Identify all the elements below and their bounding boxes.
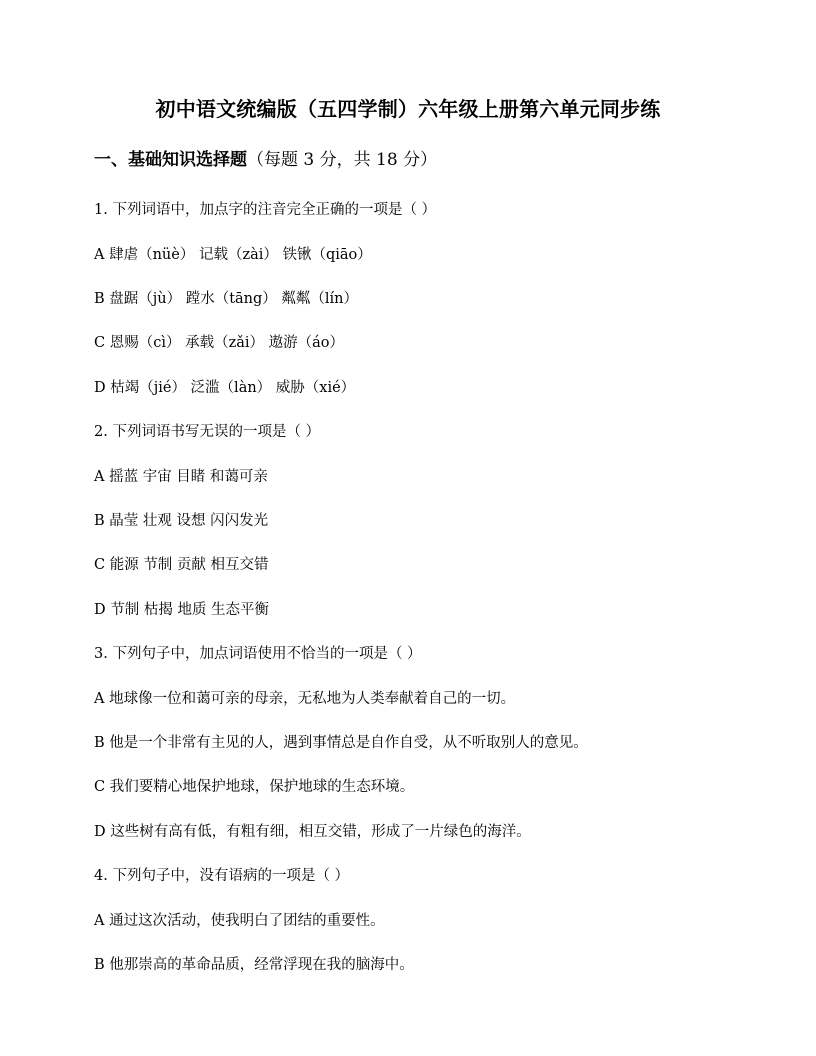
question-3-option-b: B 他是一个非常有主见的人，遇到事情总是自作自受，从不听取别人的意见。 <box>94 735 588 751</box>
question-4-stem: 4. 下列句子中，没有语病的一项是（ ） <box>94 868 350 884</box>
question-2-option-c: C 能源 节制 贡献 相互交错 <box>94 557 269 573</box>
question-3-option-c: C 我们要精心地保护地球，保护地球的生态环境。 <box>94 779 415 795</box>
section-heading-label: 一、基础知识选择题 <box>94 150 247 170</box>
question-4-option-a: A 通过这次活动，使我明白了团结的重要性。 <box>94 913 385 929</box>
section-score-note: （每题 3 分，共 18 分） <box>247 150 438 170</box>
question-1-option-a: A 肆虐（nüè） 记载（zài） 铁锹（qiāo） <box>94 247 372 263</box>
question-2-option-d: D 节制 枯揭 地质 生态平衡 <box>94 602 270 618</box>
question-1-option-b: B 盘踞（jù） 蹚水（tāng） 粼粼（lín） <box>94 291 359 307</box>
question-2-option-a: A 摇蓝 宇宙 目睹 和蔼可亲 <box>94 469 268 485</box>
page-title: 初中语文统编版（五四学制）六年级上册第六单元同步练 <box>155 97 661 121</box>
question-3-option-a: A 地球像一位和蔼可亲的母亲，无私地为人类奉献着自己的一切。 <box>94 691 516 707</box>
question-1-option-d: D 枯竭（jié） 泛滥（làn） 威胁（xié） <box>94 380 356 396</box>
question-2-option-b: B 晶莹 壮观 设想 闪闪发光 <box>94 513 269 529</box>
section-heading <box>94 146 437 174</box>
question-4-option-b: B 他那崇高的革命品质，经常浮现在我的脑海中。 <box>94 957 414 973</box>
question-2-stem: 2. 下列词语书写无误的一项是（ ） <box>94 424 321 440</box>
question-3-option-d: D 这些树有高有低，有粗有细，相互交错，形成了一片绿色的海洋。 <box>94 824 531 840</box>
question-1-stem: 1. 下列词语中，加点字的注音完全正确的一项是（ ） <box>94 202 437 218</box>
question-3-stem: 3. 下列句子中，加点词语使用不恰当的一项是（ ） <box>94 646 422 662</box>
question-1-option-c: C 恩赐（cì） 承载（zǎi） 遨游（áo） <box>94 335 344 351</box>
